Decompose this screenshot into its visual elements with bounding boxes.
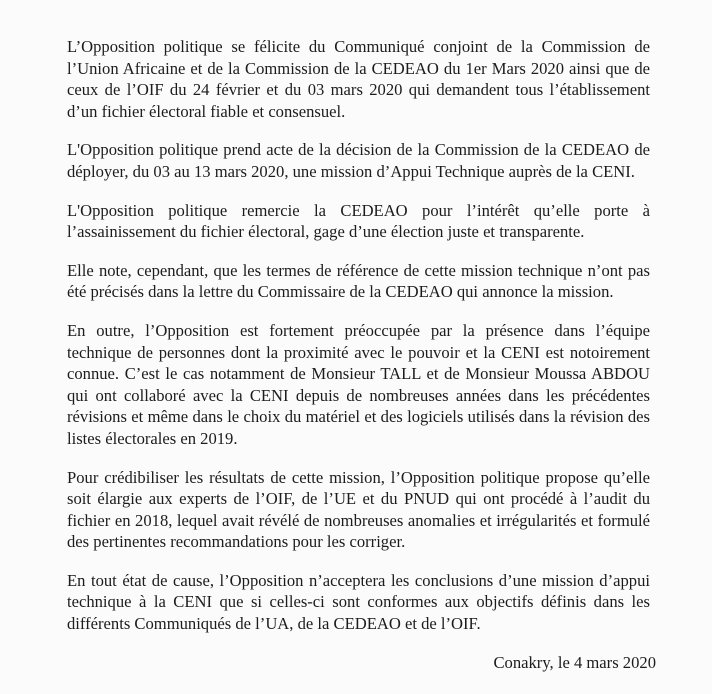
document-body — [67, 36, 650, 652]
paragraph-welcome-communique: L’Opposition politique se félicite du Communiqué conjoint de la Commission de l’Union Africaine et de la Commission de la CEDEAO du 1er Mars 2020 ainsi que de ceux de l’OIF du 24 février et du 03 mars 2020 qui demandent tous l’établissement d’un fichier électoral fiable et consensuel. — [67, 37, 650, 121]
paragraph-mission-notice: L'Opposition politique prend acte de la décision de la Commission de la CEDEAO de déployer, du 03 au 13 mars 2020, une mission d’Appui Technique auprès de la CENI. — [67, 140, 650, 181]
paragraph-terms-unclear: Elle note, cependant, que les termes de référence de cette mission technique n’ont pas été précisés dans la lettre du Commissaire de la CEDEAO qui annonce la mission. — [67, 260, 650, 302]
paragraph-thanks-cedeao: L'Opposition politique remercie la CEDEAO pour l’intérêt qu’elle porte à l’assainissement du fichier électoral, gage d’une élection juste et transparente. — [67, 200, 650, 242]
paragraph-conclusion: En tout état de cause, l’Opposition n’acceptera les conclusions d’une mission d’appui technique à la CENI que si celles-ci sont conformes aux objectifs définis dans les différents Communiqués de l’UA, de la CEDEAO et de l’OIF. — [67, 570, 650, 634]
paragraph-team-concern: En outre, l’Opposition est fortement préoccupée par la présence dans l’équipe technique de personnes dont la proximité avec le pouvoir et la CENI est notoirement connue. C’est le cas notamment de Monsieur TALL et de Monsieur Moussa ABDOU qui ont collaboré avec la CENI depuis de nombreuses années dans les précédentes révisions et même dans le choix du matériel et des logiciels utilisés dans la révision des listes électorales en 2019. — [67, 320, 650, 448]
signoff-place-date: Conakry, le 4 mars 2020 — [493, 653, 656, 672]
paragraph-expand-mission: Pour crédibiliser les résultats de cette mission, l’Opposition politique propose qu’elle soit élargie aux experts de l’OIF, de l’UE et du PNUD qui ont procédé à l’audit du fichier en 2018, lequel avait révélé de nombreuses anomalies et irrégularités et formulé des pertinentes recommandations pour les corriger. — [67, 467, 650, 552]
